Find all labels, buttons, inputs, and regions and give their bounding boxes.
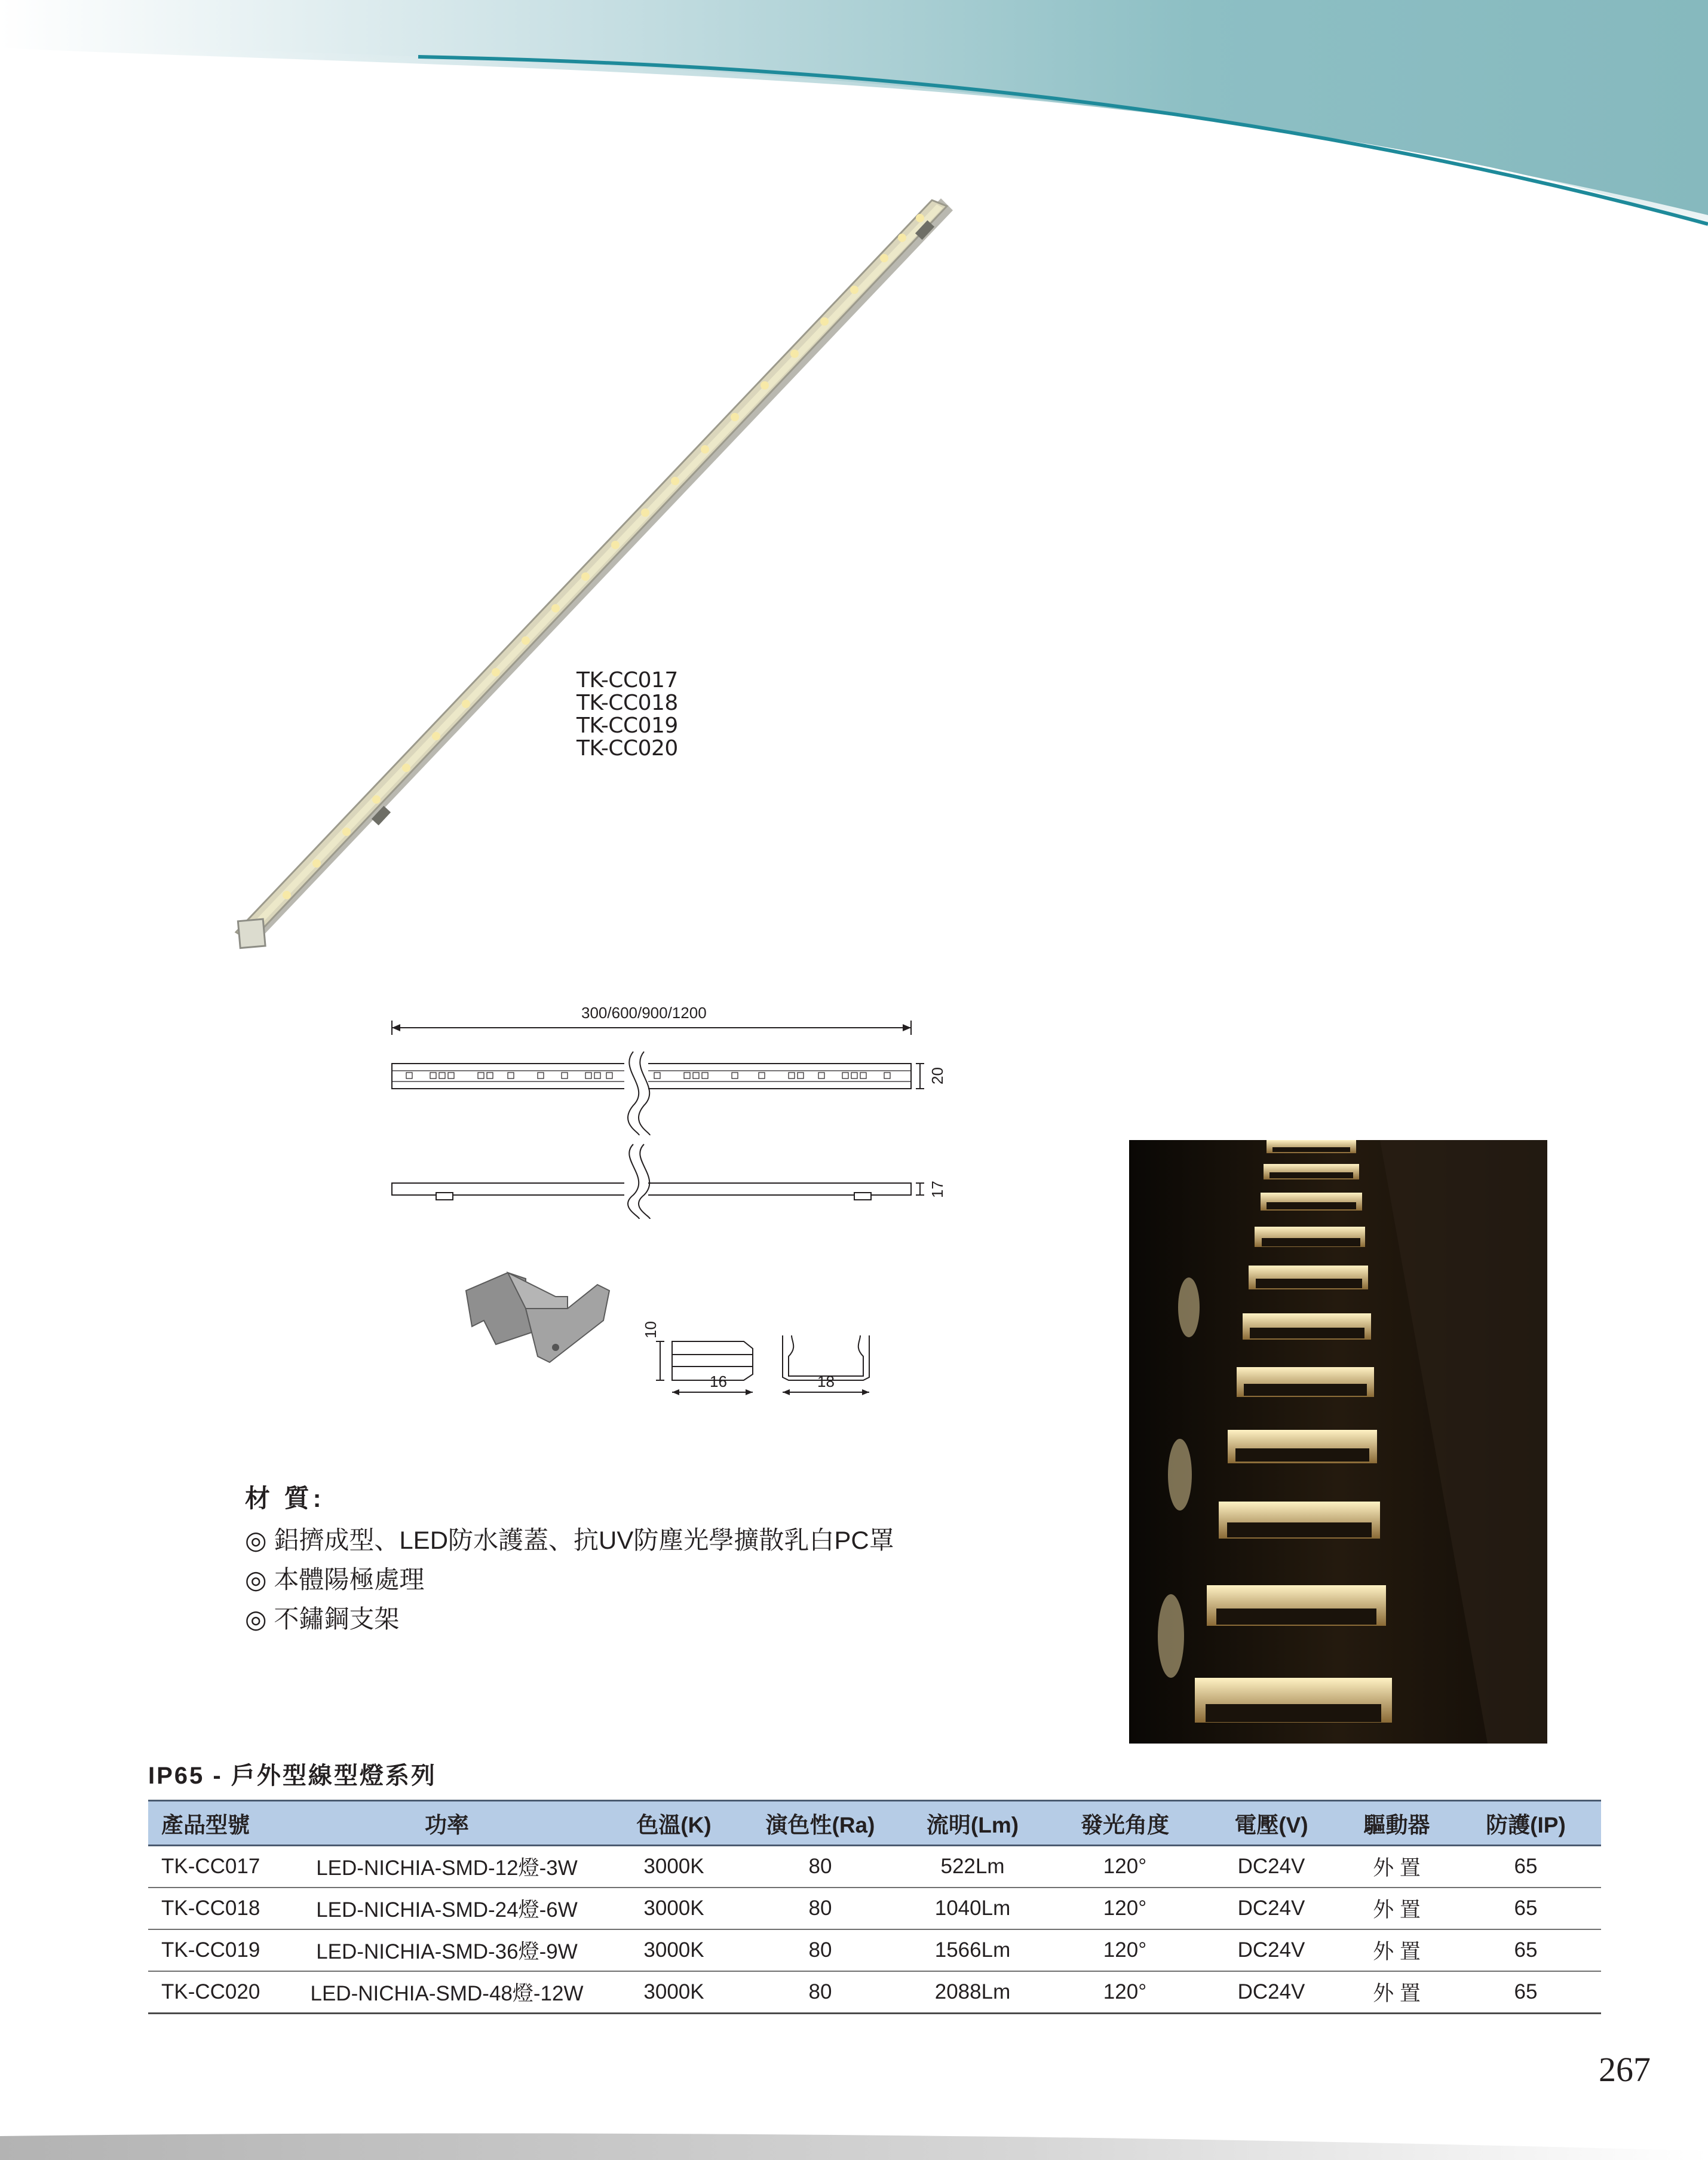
page-number: 267 [1599,2050,1651,2089]
side-height-label: 17 [928,1181,946,1198]
table-cell: TK-CC020 [148,1971,292,2014]
table-cell: 120° [1050,1971,1200,2014]
front-height-label: 20 [928,1067,946,1084]
table-row [148,1971,1601,2014]
table-cell: TK-CC017 [148,1846,292,1888]
model-label: TK-CC019 [577,713,678,738]
bracket-height-label: 10 [641,1321,660,1338]
material-item: ◎ 不鏽鋼支架 [245,1605,400,1633]
table-cell: 外 置 [1343,1929,1451,1971]
table-cell: 3000K [602,1888,746,1929]
column-header: 演色性(Ra) [746,1801,895,1846]
table-cell: 外 置 [1343,1846,1451,1888]
table-row [148,1846,1601,1888]
table-cell: 80 [746,1846,895,1888]
table-row [148,1929,1601,1971]
table-cell: 3000K [602,1929,746,1971]
table-cell: 120° [1050,1888,1200,1929]
table-cell: 65 [1451,1846,1601,1888]
table-cell: 3000K [602,1846,746,1888]
table-cell: DC24V [1200,1971,1343,2014]
table-cell: 80 [746,1929,895,1971]
table-cell: 120° [1050,1846,1200,1888]
model-label: TK-CC020 [577,736,678,761]
table-cell: LED-NICHIA-SMD-36燈-9W [292,1929,602,1971]
table-header-row [148,1801,1601,1846]
table-cell: DC24V [1200,1929,1343,1971]
material-item: ◎ 本體陽極處理 [245,1565,425,1594]
table-cell: 1040Lm [895,1888,1050,1929]
table-cell: TK-CC018 [148,1888,292,1929]
table-row [148,1888,1601,1929]
table-cell: 65 [1451,1888,1601,1929]
product-model-labels [577,669,678,760]
column-header: 電壓(V) [1200,1801,1343,1846]
materials-list [245,1521,894,1639]
table-cell: 1566Lm [895,1929,1050,1971]
material-item: ◎ 鋁擠成型、LED防水護蓋、抗UV防塵光學擴散乳白PC罩 [245,1526,894,1554]
column-header: 產品型號 [148,1801,292,1846]
footer-bar-decoration [0,2127,1708,2160]
column-header: 防護(IP) [1451,1801,1601,1846]
bracket-width-label: 16 [710,1372,727,1390]
materials-title: 材 質: [245,1484,325,1512]
table-cell: 2088Lm [895,1971,1050,2014]
column-header: 流明(Lm) [895,1801,1050,1846]
table-cell: 120° [1050,1929,1200,1971]
column-header: 驅動器 [1343,1801,1451,1846]
table-cell: 80 [746,1971,895,2014]
model-label: TK-CC018 [577,691,678,715]
table-cell: 522Lm [895,1846,1050,1888]
table-cell: DC24V [1200,1846,1343,1888]
table-cell: 65 [1451,1929,1601,1971]
table-cell: 3000K [602,1971,746,2014]
column-header: 功率 [292,1801,602,1846]
bracket-profile-width-label: 18 [817,1372,835,1390]
table-cell: LED-NICHIA-SMD-12燈-3W [292,1846,602,1888]
led-bar-product-image [227,191,974,956]
spec-table [148,1800,1601,2014]
table-cell: 65 [1451,1971,1601,2014]
column-header: 色溫(K) [602,1801,746,1846]
dimension-drawing [382,1016,968,1398]
table-cell: DC24V [1200,1888,1343,1929]
table-cell: LED-NICHIA-SMD-24燈-6W [292,1888,602,1929]
table-cell: 80 [746,1888,895,1929]
table-cell: 外 置 [1343,1888,1451,1929]
table-cell: 外 置 [1343,1971,1451,2014]
column-header: 發光角度 [1050,1801,1200,1846]
table-cell: LED-NICHIA-SMD-48燈-12W [292,1971,602,2014]
series-title: IP65 - 戶外型線型燈系列 [148,1763,437,1789]
table-cell: TK-CC019 [148,1929,292,1971]
stair-lighting-photo [1129,1140,1547,1744]
length-dimension-label: 300/600/900/1200 [581,1004,707,1022]
model-label: TK-CC017 [577,668,678,693]
